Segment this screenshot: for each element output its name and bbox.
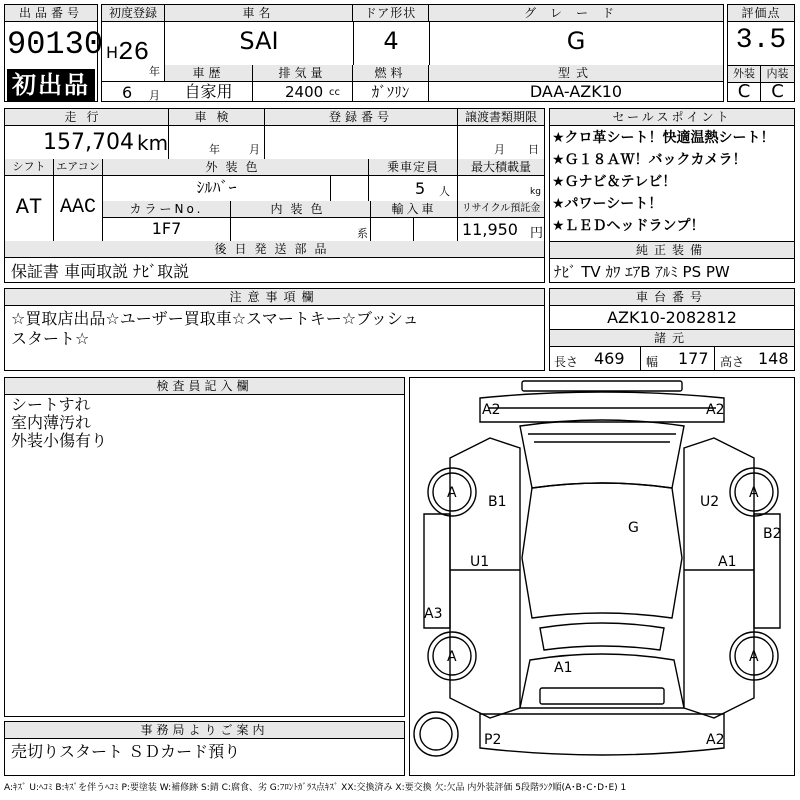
name-label: 車名 (165, 5, 353, 22)
ext-color-label: 外装色 (103, 159, 369, 176)
int-color-label: 内装色 (231, 201, 371, 218)
month-unit: 月 (149, 89, 160, 102)
later-parts-label: 後日発送部品 (5, 241, 544, 258)
sales-point: ★ＬＥＤヘッドランプ！ (552, 218, 705, 234)
mark-wheel-rr: A (749, 649, 759, 665)
tr-month-unit: 月 (494, 143, 505, 156)
mark-wheel-fl: A (447, 485, 457, 501)
import-cell (371, 217, 414, 241)
ac-label: エアコン (54, 159, 103, 176)
dims-label: 諸元 (550, 329, 794, 347)
ext-color-extra (331, 175, 369, 201)
spare-wheel-inner (420, 718, 452, 750)
car-name: SAI (239, 27, 279, 55)
rear-bumper-outline (540, 688, 664, 704)
inspector-notes (11, 396, 107, 450)
disp-cell (253, 81, 353, 101)
era: H (106, 43, 119, 62)
mark-p2: P2 (484, 732, 502, 748)
ext-color-value: ｼﾙﾊﾞｰ (103, 175, 331, 201)
inspector-line: シートすれ (11, 395, 91, 414)
cap-value: 5 (415, 179, 426, 198)
later-parts-text: 保証書 車両取説 ﾅﾋﾞ取説 (11, 262, 190, 281)
first-listing-badge: 初出品 (7, 69, 95, 101)
sales-point: ★Ｇ１８ＡＷ！バックカメラ！ (552, 152, 747, 168)
hood-outline (520, 420, 684, 488)
sales-point: ★クロ革シート！快適温熱シート！ (552, 130, 775, 146)
car-outline-svg (410, 378, 794, 775)
inspector-line: 外装小傷有り (11, 431, 108, 450)
mark-a1-center: A1 (554, 660, 573, 676)
load-label: 最大積載量 (458, 159, 544, 176)
sales-label: セールスポイント (550, 109, 794, 126)
lot-number: 90130 (7, 26, 104, 63)
recycle-label: リサイクル預託金 (458, 201, 544, 218)
width-label: 幅 (646, 355, 659, 369)
model-value: DAA-AZK10 (529, 82, 623, 101)
caution-label: 注意事項欄 (5, 289, 544, 306)
transfer-cell (458, 125, 544, 159)
chassis-number: AZK10-2082812 (607, 308, 737, 327)
ext-label: 外装 (728, 65, 761, 83)
sales-box (549, 108, 795, 283)
reg-year-cell (102, 21, 165, 81)
height-label: 高さ (720, 355, 745, 369)
cap-cell (369, 175, 458, 201)
transfer-label: 譲渡書類期限 (458, 109, 544, 126)
divider (353, 21, 354, 65)
door-count: 4 (383, 27, 399, 55)
int-label: 内装 (761, 65, 794, 83)
history-label: 車歴 (165, 65, 253, 82)
grade-label: グレード (429, 5, 723, 22)
history-value: 自家用 (165, 82, 253, 102)
door-label: ドア形状 (353, 5, 429, 22)
plate-label: 登録番号 (265, 109, 458, 126)
caution-line: ☆買取店出品☆ユーザー買取車☆スマートキー☆ブッシュ (11, 309, 419, 328)
front-outline (480, 392, 724, 422)
import-label: 輸入車 (371, 201, 458, 218)
int-color-cell (231, 217, 371, 241)
registration-box (101, 4, 724, 102)
rear-outline (480, 714, 724, 755)
inspector-box (4, 377, 405, 717)
shift-value: AT (5, 175, 54, 241)
sales-point: ★Ｇナビ＆テレビ！ (552, 174, 677, 190)
reg-year: 26 (118, 37, 150, 67)
sales-list (552, 127, 794, 237)
insp-month-unit: 月 (249, 143, 260, 156)
length-value: 469 (594, 349, 625, 368)
ext-grade: C (728, 82, 761, 102)
int-color-unit: 系 (357, 227, 368, 240)
recycle-cell (458, 217, 544, 241)
recycle-value: 11,950 (462, 220, 518, 239)
caution-box (4, 288, 545, 371)
disp-unit: cc (329, 87, 340, 98)
mark-u1: U1 (470, 554, 490, 570)
plate-cell (265, 125, 458, 159)
office-box (4, 721, 405, 776)
import-cell (414, 217, 458, 241)
damage-diagram (409, 377, 795, 776)
divider (102, 81, 165, 82)
height-value: 148 (758, 349, 789, 368)
spec-box (4, 108, 545, 283)
disp-value: 2400 (285, 83, 324, 101)
mark-a2-tr: A2 (706, 402, 725, 418)
reg-label: 初度登録 (102, 5, 165, 22)
cap-unit: 人 (439, 185, 450, 198)
length-label: 長さ (554, 355, 579, 369)
equipment-label: 純正装備 (550, 241, 794, 259)
fuel-value: ｶﾞｿﾘﾝ (353, 82, 429, 102)
mark-a2-tl: A2 (482, 402, 501, 418)
office-text: 売切りスタート ＳＤカード預り (11, 742, 241, 761)
mark-g: G (628, 520, 639, 536)
mark-a1-right: A1 (718, 554, 737, 570)
width-value: 177 (678, 349, 709, 368)
load-unit: kg (530, 187, 541, 197)
inspector-line: 室内薄汚れ (11, 413, 92, 432)
inspector-label: 検査員記入欄 (5, 378, 404, 395)
shift-label: シフト (5, 159, 54, 176)
recycle-unit: 円 (530, 226, 544, 241)
year-unit: 年 (149, 65, 160, 78)
mark-b2: B2 (763, 526, 782, 542)
cap-label: 乗車定員 (369, 159, 458, 176)
score-value: 3.5 (735, 25, 787, 56)
lot-label: 出品番号 (5, 5, 97, 22)
left-side-outline (450, 438, 520, 718)
mark-a2-br: A2 (706, 732, 725, 748)
front-bumper-outline (522, 381, 682, 391)
cabin-outline (522, 483, 682, 618)
reg-month: 6 (122, 83, 133, 102)
ac-value: AAC (54, 175, 103, 241)
inspection-label: 車検 (169, 109, 265, 126)
inspection-cell (169, 125, 265, 159)
insp-year-unit: 年 (209, 143, 220, 156)
tr-day-unit: 日 (528, 143, 539, 156)
model-label: 型式 (429, 65, 723, 82)
right-side-outline (684, 438, 754, 718)
fuel-label: 燃料 (353, 65, 429, 82)
mark-u2: U2 (700, 494, 720, 510)
score-label: 評価点 (728, 5, 794, 22)
trunk-outline (520, 654, 684, 708)
disp-label: 排気量 (253, 65, 353, 82)
lot-box (4, 4, 104, 102)
mileage-cell (5, 125, 169, 159)
divider (429, 21, 430, 65)
caution-line: スタート☆ (11, 329, 90, 348)
mark-wheel-fr: A (749, 485, 759, 501)
chassis-label: 車台番号 (550, 289, 794, 306)
divider (714, 346, 715, 370)
mark-b1: B1 (488, 494, 507, 510)
mileage-value: 157,704 (43, 130, 134, 155)
mileage-unit: km (137, 131, 169, 155)
rear-window-outline (540, 623, 664, 650)
divider (640, 346, 641, 370)
int-grade: C (771, 81, 784, 102)
sales-point: ★パワーシート！ (552, 196, 663, 212)
score-box (727, 4, 795, 102)
color-no-value: 1F7 (103, 217, 231, 241)
grade-value: G (566, 27, 586, 55)
mark-a3: A3 (424, 606, 443, 622)
legend-line: A:ｷｽﾞ U:ﾍｺﾐ B:ｷｽﾞを伴うﾍｺﾐ P:要塗装 W:補修跡 S:錆 C:腐食、劣 G:ﾌﾛﾝﾄｶﾞﾗｽ点ｷｽﾞ XX:交換済み X:要交換 欠:欠品 内外装評価 5段階ﾗﾝｸ順(A･B･C･D･E) 1 (4, 783, 627, 793)
equipment-text: ﾅﾋﾞ TV ｶﾜ ｴｱB ｱﾙﾐ PS PW (554, 263, 730, 281)
chassis-box (549, 288, 795, 371)
mileage-label: 走行 (5, 109, 169, 126)
color-no-label: カラーNo. (103, 201, 231, 218)
office-label: 事務局よりご案内 (5, 722, 404, 739)
mark-wheel-rl: A (447, 649, 457, 665)
